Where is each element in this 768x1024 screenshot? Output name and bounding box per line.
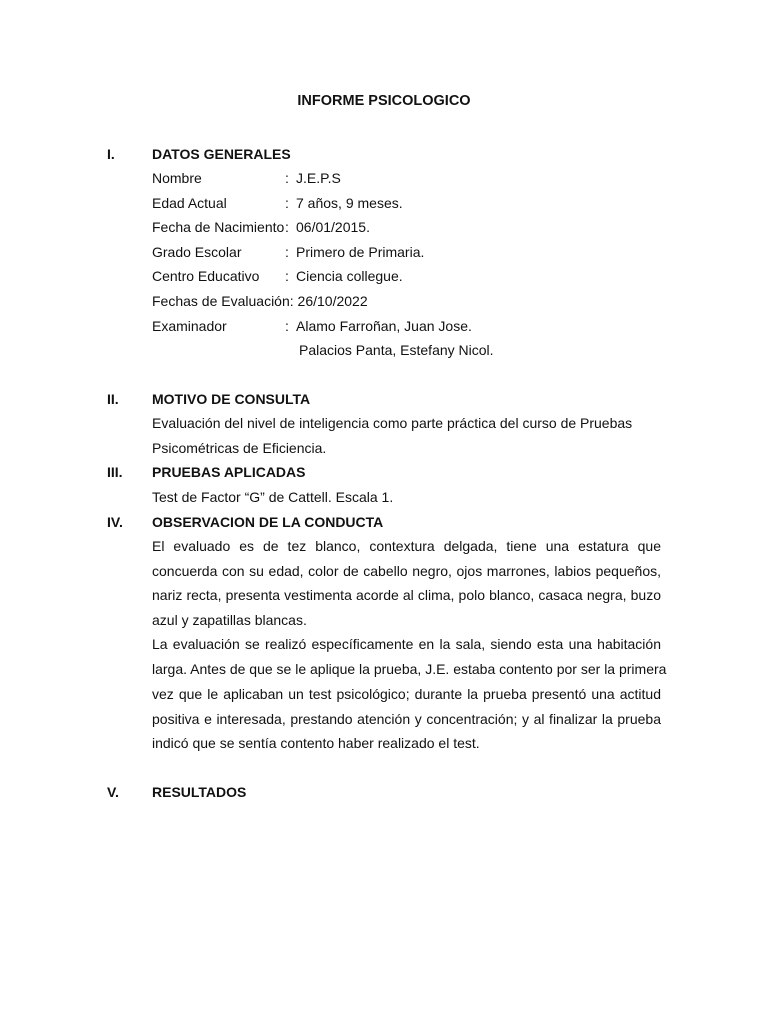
field-colon: : [285, 219, 289, 235]
paragraph-line: Psicométricas de Eficiencia. [152, 440, 327, 456]
field-value-examinador: Alamo Farroñan, Juan Jose. [296, 318, 472, 334]
paragraph-line: concuerda con su edad, color de cabello negro, ojos marrones, labios pequeños, [152, 563, 661, 579]
field-value-examinador-2: Palacios Panta, Estefany Nicol. [299, 342, 494, 358]
field-fechas-evaluacion: Fechas de Evaluación: 26/10/2022 [152, 293, 368, 309]
paragraph-line: Evaluación del nivel de inteligencia como parte práctica del curso de Pruebas [152, 415, 633, 431]
field-label-grado: Grado Escolar [152, 244, 242, 260]
field-colon: : [285, 318, 289, 334]
section-2-number: II. [107, 391, 119, 407]
report-title: INFORME PSICOLOGICO [297, 93, 471, 109]
field-value-nacimiento: 06/01/2015. [296, 219, 370, 235]
section-4-heading: OBSERVACION DE LA CONDUCTA [152, 514, 384, 530]
field-value-grado: Primero de Primaria. [296, 244, 425, 260]
paragraph-line: Test de Factor “G” de Cattell. Escala 1. [152, 489, 394, 505]
paragraph-line: vez que le aplicaban un test psicológico; durante la prueba presentó una actitud [152, 686, 661, 702]
paragraph-line: azul y zapatillas blancas. [152, 612, 307, 628]
section-1-number: I. [107, 146, 115, 162]
section-3-number: III. [107, 464, 123, 480]
paragraph-line: indicó que se sentía contento haber realizado el test. [152, 735, 480, 751]
paragraph-line: La evaluación se realizó específicamente en la sala, siendo esta una habitación [152, 636, 661, 652]
section-4-number: IV. [107, 514, 123, 530]
field-colon: : [285, 244, 289, 260]
section-1-heading: DATOS GENERALES [152, 146, 291, 162]
paragraph-line: nariz recta, presenta vestimenta acorde al clima, polo blanco, casaca negra, buzo [152, 587, 661, 603]
field-value-centro: Ciencia collegue. [296, 268, 403, 284]
field-label-examinador: Examinador [152, 318, 227, 334]
section-2-heading: MOTIVO DE CONSULTA [152, 391, 311, 407]
field-label-nacimiento: Fecha de Nacimiento [152, 219, 285, 235]
paragraph-line: El evaluado es de tez blanco, contextura delgada, tiene una estatura que [152, 538, 661, 554]
field-colon: : [285, 268, 289, 284]
field-colon: : [285, 195, 289, 211]
field-colon: : [285, 170, 289, 186]
field-label-edad: Edad Actual [152, 195, 227, 211]
field-value-edad: 7 años, 9 meses. [296, 195, 403, 211]
field-label-nombre: Nombre [152, 170, 202, 186]
paragraph-line: larga. Antes de que se le aplique la prueba, J.E. estaba contento por ser la primera [152, 661, 667, 677]
paragraph-line: positiva e interesada, prestando atención y concentración; y al finalizar la prueba [152, 711, 661, 727]
field-value-nombre: J.E.P.S [296, 170, 341, 186]
section-5-heading: RESULTADOS [152, 784, 247, 800]
section-3-heading: PRUEBAS APLICADAS [152, 464, 306, 480]
field-label-centro: Centro Educativo [152, 268, 260, 284]
section-5-number: V. [107, 784, 119, 800]
